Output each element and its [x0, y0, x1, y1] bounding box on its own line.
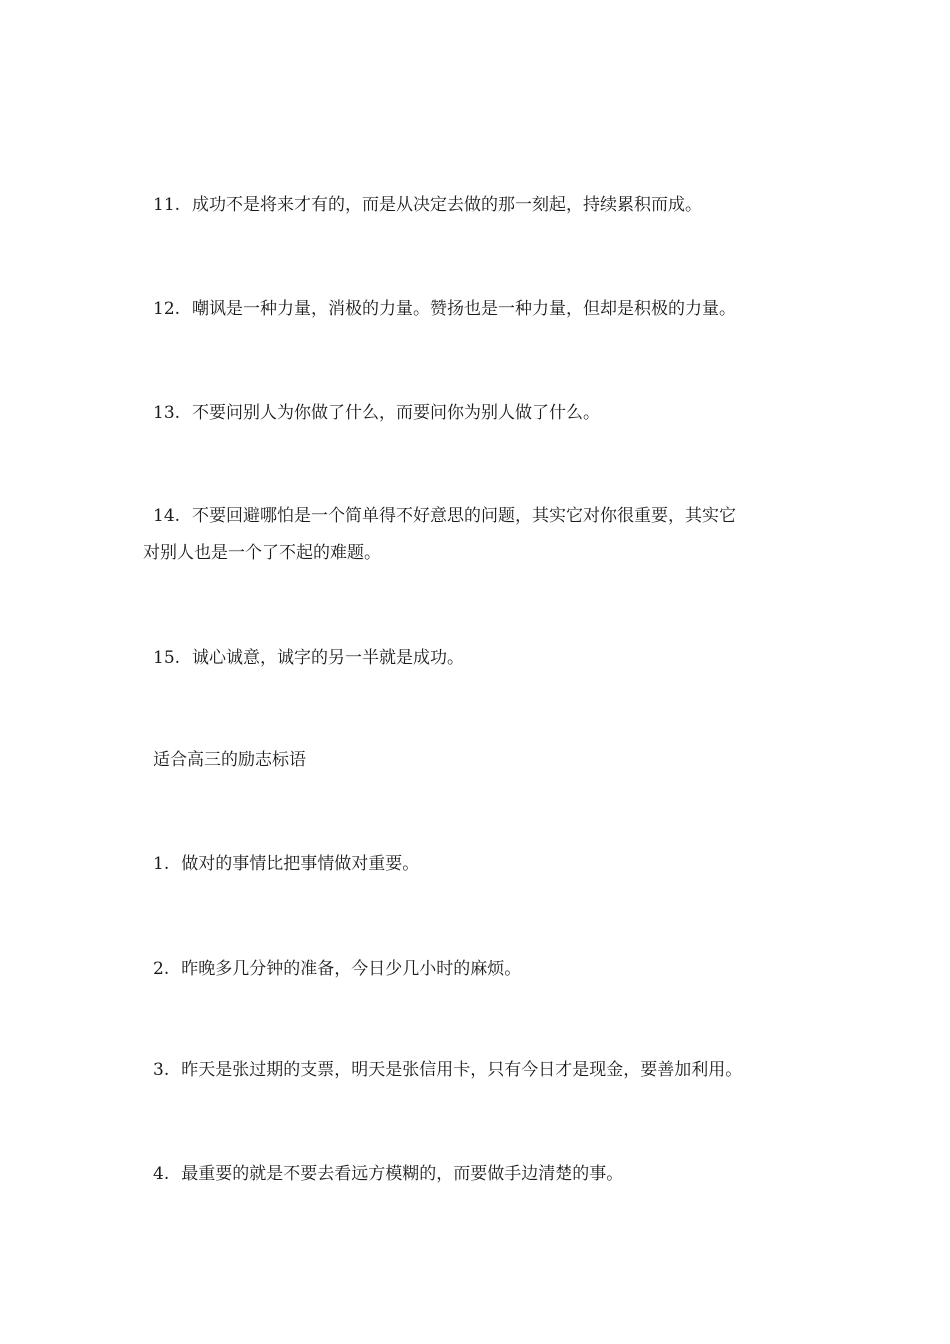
- list-item: [143, 499, 813, 533]
- item-number: 3.: [153, 1060, 170, 1080]
- item-number: 13.: [153, 403, 181, 423]
- list-item: [143, 292, 813, 326]
- item-text-line-2: 对别人也是一个了不起的难题。: [143, 543, 381, 563]
- item-text: 成功不是将来才有的，而是从决定去做的那一刻起，持续累积而成。: [192, 195, 703, 215]
- list-item-continuation: [143, 536, 813, 570]
- list-item: [143, 952, 813, 986]
- list-item: [143, 847, 813, 881]
- list-item: [143, 1053, 813, 1087]
- item-number: 14.: [153, 506, 181, 526]
- item-number: 11.: [153, 195, 181, 215]
- list-item: [143, 1157, 813, 1191]
- item-number: 1.: [153, 854, 170, 874]
- section-heading: 适合高三的励志标语: [153, 750, 306, 770]
- item-number: 12.: [153, 299, 181, 319]
- item-text: 昨晚多几分钟的准备，今日少几小时的麻烦。: [181, 959, 522, 979]
- item-text: 昨天是张过期的支票，明天是张信用卡，只有今日才是现金，要善加利用。: [181, 1060, 743, 1080]
- list-item: [143, 641, 813, 675]
- item-number: 15.: [153, 648, 181, 668]
- item-number: 4.: [153, 1164, 170, 1184]
- item-text: 做对的事情比把事情做对重要。: [181, 854, 420, 874]
- item-text: 最重要的就是不要去看远方模糊的，而要做手边清楚的事。: [181, 1164, 624, 1184]
- item-number: 2.: [153, 959, 170, 979]
- list-item: [143, 188, 813, 222]
- item-text: 诚心诚意，诚字的另一半就是成功。: [192, 648, 465, 668]
- item-text-line-1: 不要回避哪怕是一个简单得不好意思的问题，其实它对你很重要，其实它: [192, 506, 737, 526]
- item-text: 嘲讽是一种力量，消极的力量。赞扬也是一种力量，但却是积极的力量。: [192, 299, 737, 319]
- item-text: 不要问别人为你做了什么，而要问你为别人做了什么。: [192, 403, 601, 423]
- list-item: [143, 396, 813, 430]
